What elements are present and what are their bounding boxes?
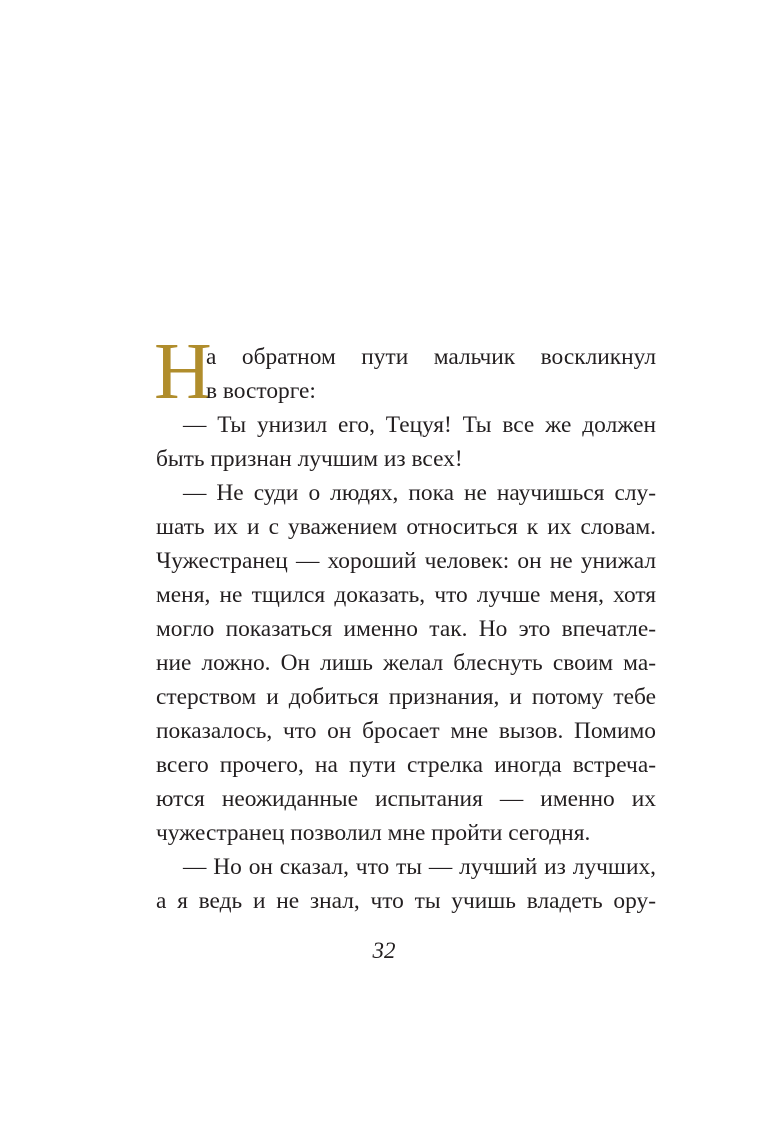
drop-cap: Н	[154, 328, 212, 416]
page-number: 32	[372, 938, 396, 963]
text-line: шать их и с уважением относиться к их словам.	[156, 514, 656, 540]
text-line: а я ведь и не знал, что ты учишь владеть ору-	[156, 888, 656, 914]
text-line: могло показаться именно так. Но это впечатле-	[156, 616, 656, 642]
text-line: показалось, что он бросает мне вызов. Помимо	[156, 718, 656, 744]
text-line: Чужестранец — хороший человек: он не унижал	[156, 548, 656, 574]
text-line: — Ты унизил его, Тецуя! Ты все же должен	[183, 412, 656, 438]
body-text	[154, 328, 656, 918]
text-line: ются неожиданные испытания — именно их	[156, 786, 656, 812]
text-line: меня, не тщился доказать, что лучше меня, хотя	[156, 582, 656, 608]
text-line: в восторге:	[206, 378, 316, 404]
text-line: — Не суди о людях, пока не научишься слу-	[183, 480, 656, 506]
text-line: всего прочего, на пути стрелка иногда встреча-	[156, 752, 656, 778]
text-line-content: а обратном пути мальчик воскликнул	[206, 344, 656, 370]
text-line: стерством и добиться признания, и потому тебе	[156, 684, 656, 710]
text-line: быть признан лучшим из всех!	[156, 446, 463, 472]
text-line: — Но он сказал, что ты — лучший из лучших,	[183, 854, 656, 880]
text-line: чужестранец позволил мне пройти сегодня.	[156, 820, 591, 846]
text-line: ние ложно. Он лишь желал блеснуть своим ма-	[156, 650, 656, 676]
